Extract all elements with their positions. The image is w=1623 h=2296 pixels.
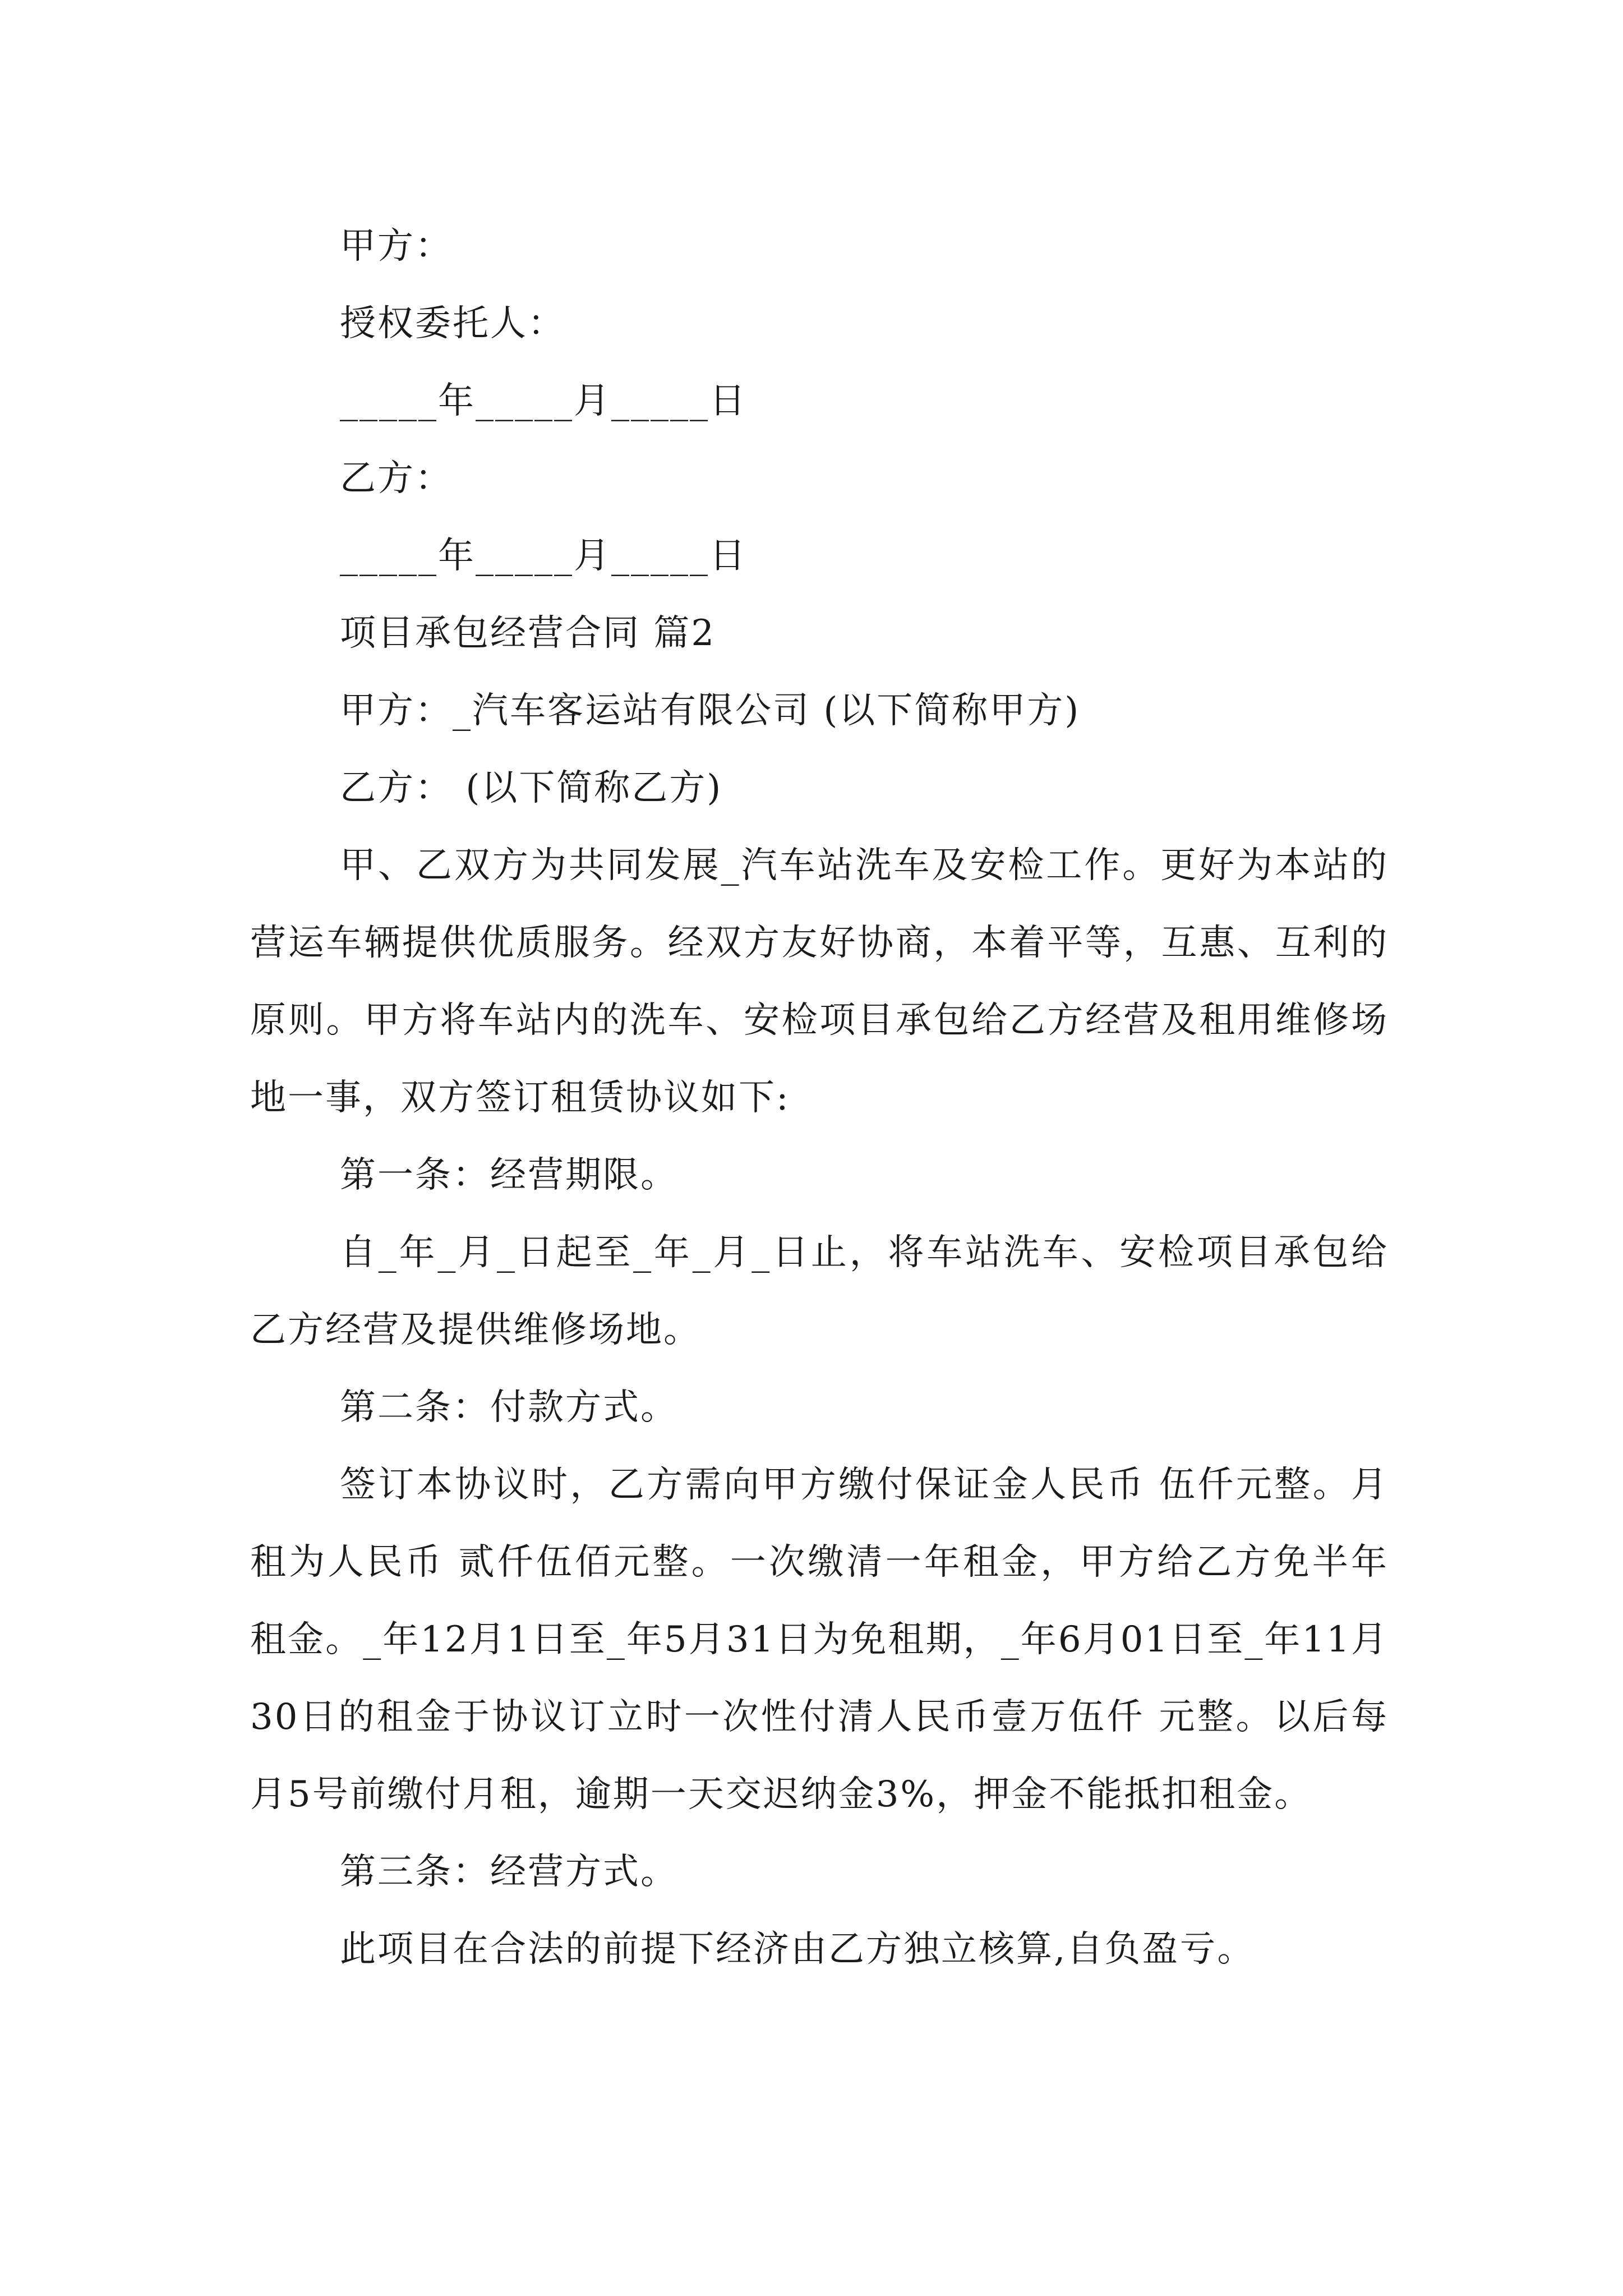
- article-3-heading: 第三条：经营方式。: [340, 1851, 678, 1893]
- article-1-heading: 第一条：经营期限。: [340, 1154, 678, 1196]
- authorized-agent-label: 授权委托人：: [340, 303, 565, 344]
- date-line-1: _____年_____月_____日: [340, 380, 747, 422]
- article-1-body: 自_年_月_日起至_年_月_日止，将车站洗车、安检项目承包给乙方经营及提供维修场地。: [250, 1232, 1389, 1351]
- party-b-label: 乙方：: [340, 458, 453, 499]
- party-a-label: 甲方：: [340, 226, 453, 267]
- article-2-body: 签订本协议时，乙方需向甲方缴付保证金人民币 伍仟元整。月租为人民币 贰仟伍佰元整。一次缴清一年租金，甲方给乙方免半年租金。_年12月1日至_年5月31日为免租期，_年6月01日至_年11月30日的租金于协议订立时一次性付清人民币壹万伍仟 元整。以后每月5号前缴付月租，逾期一天交迟纳金3%，押金不能抵扣租金。: [250, 1464, 1389, 1815]
- contract-heading: 项目承包经营合同 篇2: [340, 613, 716, 654]
- document-body: [250, 208, 1389, 1988]
- date-line-2: _____年_____月_____日: [340, 535, 747, 577]
- party-a-definition: 甲方：_汽车客运站有限公司 (以下简称甲方): [340, 690, 1081, 731]
- party-b-definition: 乙方： (以下简称乙方): [340, 767, 723, 809]
- article-2-heading: 第二条：付款方式。: [340, 1387, 678, 1428]
- article-3-body: 此项目在合法的前提下经济由乙方独立核算,自负盈亏。: [340, 1929, 1255, 1970]
- preamble-paragraph: 甲、乙双方为共同发展_汽车站洗车及安检工作。更好为本站的营运车辆提供优质服务。经双方友好协商，本着平等，互惠、互利的原则。甲方将车站内的洗车、安检项目承包给乙方经营及租用维修场地一事，双方签订租赁协议如下:: [250, 845, 1389, 1119]
